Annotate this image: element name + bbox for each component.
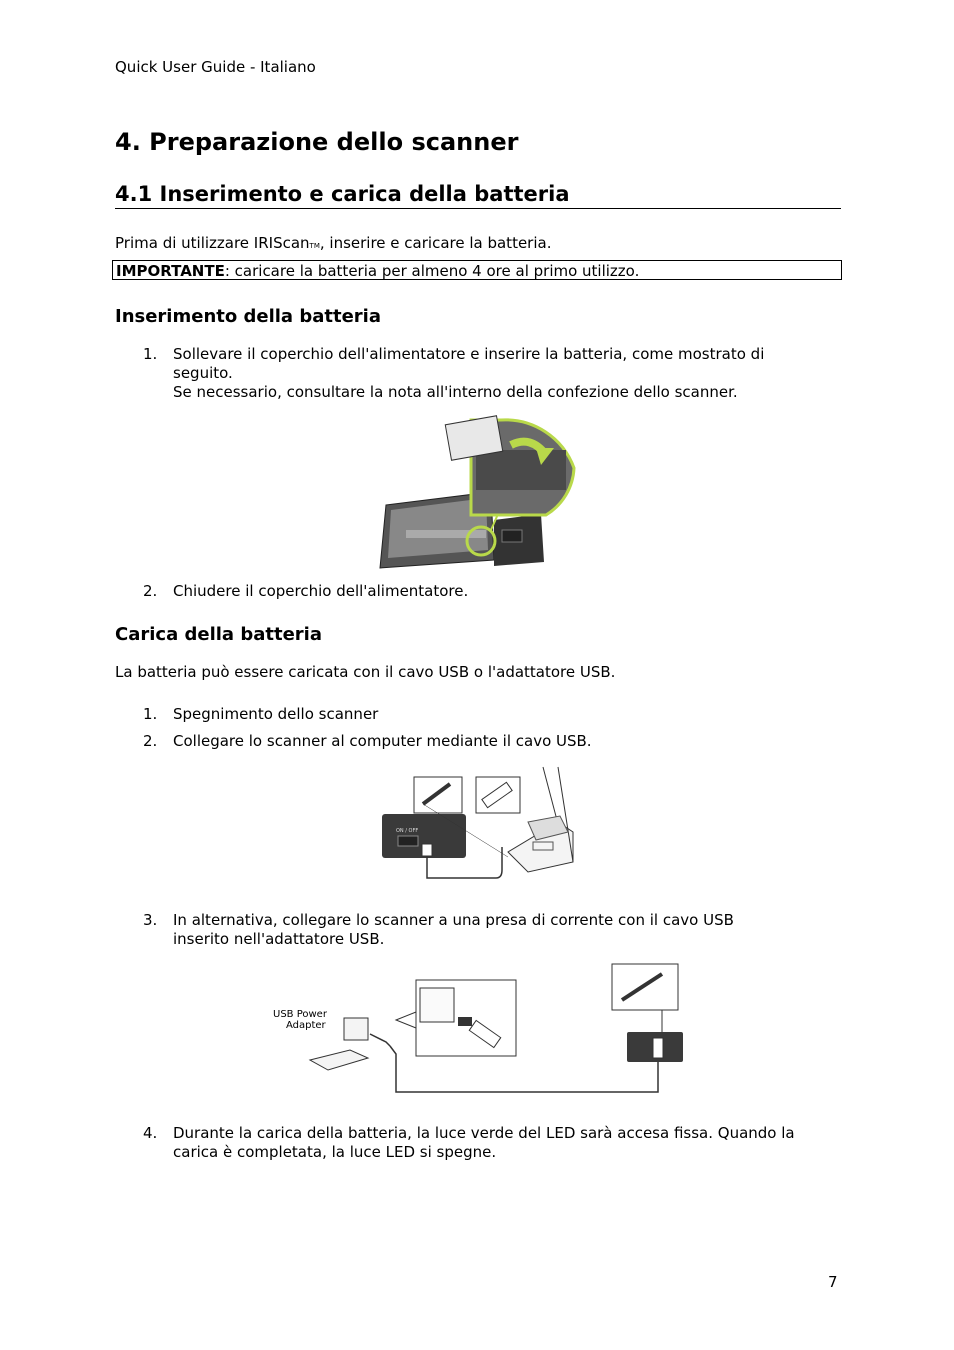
step-number: 1. <box>143 345 158 363</box>
adapter-label-2: Adapter <box>286 1020 326 1031</box>
usb-computer-connection-illustration <box>378 762 576 884</box>
trademark-mark: TM <box>309 242 320 250</box>
charge-battery-heading: Carica della batteria <box>115 624 322 645</box>
usb-power-adapter-illustration <box>270 962 686 1098</box>
step-number: 1. <box>143 705 158 723</box>
intro-paragraph: Prima di utilizzare IRIScanTM, inserire e caricare la batteria. <box>115 234 552 252</box>
adapter-label-1: USB Power <box>273 1009 327 1020</box>
step-number: 3. <box>143 911 158 929</box>
step-text: Sollevare il coperchio dell'alimentatore e inserire la batteria, come mostrato di seguito. Se necessario, consultare la nota all'interno della confezione dello scanner. <box>173 345 765 401</box>
important-label: IMPORTANTE <box>116 262 225 280</box>
step-text: In alternativa, collegare lo scanner a una presa di corrente con il cavo USB inserito nell'adattatore USB. <box>173 911 734 948</box>
page-number: 7 <box>828 1273 838 1291</box>
step-number: 2. <box>143 582 158 600</box>
chapter-title: 4. Preparazione dello scanner <box>115 128 519 156</box>
insert-battery-heading: Inserimento della batteria <box>115 306 381 327</box>
step-number: 2. <box>143 732 158 750</box>
switch-label: ON / OFF <box>396 828 419 834</box>
step-text: Durante la carica della batteria, la luce verde del LED sarà accesa fissa. Quando la carica è completata, la luce LED si spegne. <box>173 1124 795 1161</box>
step-text: Collegare lo scanner al computer mediante il cavo USB. <box>173 732 592 750</box>
step-text: Chiudere il coperchio dell'alimentatore. <box>173 582 469 600</box>
step-text: Spegnimento dello scanner <box>173 705 379 723</box>
step-number: 4. <box>143 1124 158 1142</box>
important-note: IMPORTANTE: caricare la batteria per almeno 4 ore al primo utilizzo. <box>112 260 842 280</box>
battery-insertion-illustration <box>376 410 578 572</box>
running-header: Quick User Guide - Italiano <box>115 58 316 76</box>
section-title: 4.1 Inserimento e carica della batteria <box>115 182 841 209</box>
charge-intro: La batteria può essere caricata con il cavo USB o l'adattatore USB. <box>115 663 616 681</box>
